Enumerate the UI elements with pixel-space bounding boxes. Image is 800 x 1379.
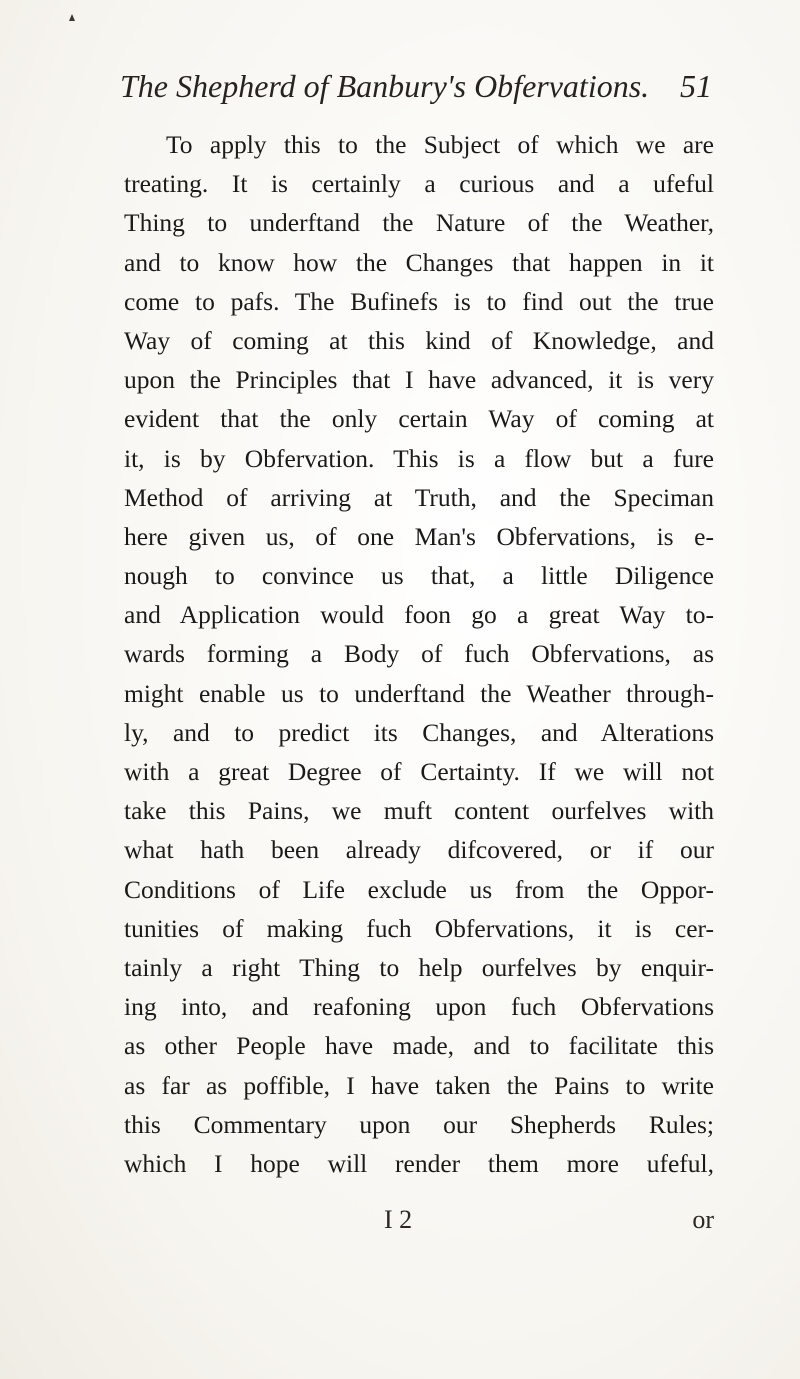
text-line: To apply this to the Subject of which we are <box>166 130 714 159</box>
ink-speck-icon <box>68 14 76 22</box>
page-footer <box>124 1205 714 1241</box>
catchword: or <box>692 1205 714 1234</box>
text-line: as far as poffible, I have taken the Pains to write <box>124 1070 714 1100</box>
text-line: tunities of making fuch Obfervations, it is cer- <box>124 913 714 943</box>
text-line: treating. It is certainly a curious and a ufeful <box>124 169 714 199</box>
text-line: and Application would foon go a great Way to- <box>124 600 714 630</box>
text-line: it, is by Obfervation. This is a flow but a fure <box>124 443 714 473</box>
text-line: ly, and to predict its Changes, and Alterations <box>124 717 714 747</box>
text-line: evident that the only certain Way of coming at <box>124 404 714 434</box>
text-line: with a great Degree of Certainty. If we will not <box>124 757 714 786</box>
text-line: wards forming a Body of fuch Obfervations, as <box>124 639 714 669</box>
text-line: this Commentary upon our Shepherds Rules; <box>124 1109 714 1139</box>
text-line: upon the Principles that I have advanced, it is very <box>124 365 714 395</box>
text-line: Conditions of Life exclude us from the Oppor- <box>124 874 714 904</box>
text-line: tainly a right Thing to help ourfelves by enquir- <box>124 952 714 982</box>
text-line: take this Pains, we muft content ourfelves with <box>124 796 714 826</box>
text-line: nough to convince us that, a little Diligence <box>124 561 714 591</box>
text-line: might enable us to underftand the Weather through- <box>124 678 714 708</box>
text-line: what hath been already difcovered, or if our <box>124 835 714 865</box>
text-line: which I hope will render them more ufeful, <box>124 1148 714 1178</box>
text-line: as other People have made, and to facilitate this <box>124 1031 714 1061</box>
text-line: Method of arriving at Truth, and the Speciman <box>124 482 714 512</box>
body-text <box>124 125 714 1183</box>
text-line: Way of coming at this kind of Knowledge, and <box>124 325 714 355</box>
text-line: ing into, and reafoning upon fuch Obfervations <box>124 992 714 1022</box>
page-number: 51 <box>680 68 712 104</box>
signature-mark: I 2 <box>384 1205 413 1234</box>
text-line: here given us, of one Man's Obfervations, is e- <box>124 521 714 551</box>
running-header <box>120 68 712 108</box>
text-line: come to pafs. The Bufinefs is to find out the true <box>124 286 714 316</box>
text-line: Thing to underftand the Nature of the Weather, <box>124 208 714 238</box>
text-line: and to know how the Changes that happen in it <box>124 247 714 277</box>
running-title: The Shepherd of Banbury's Obfervations. <box>120 68 650 104</box>
